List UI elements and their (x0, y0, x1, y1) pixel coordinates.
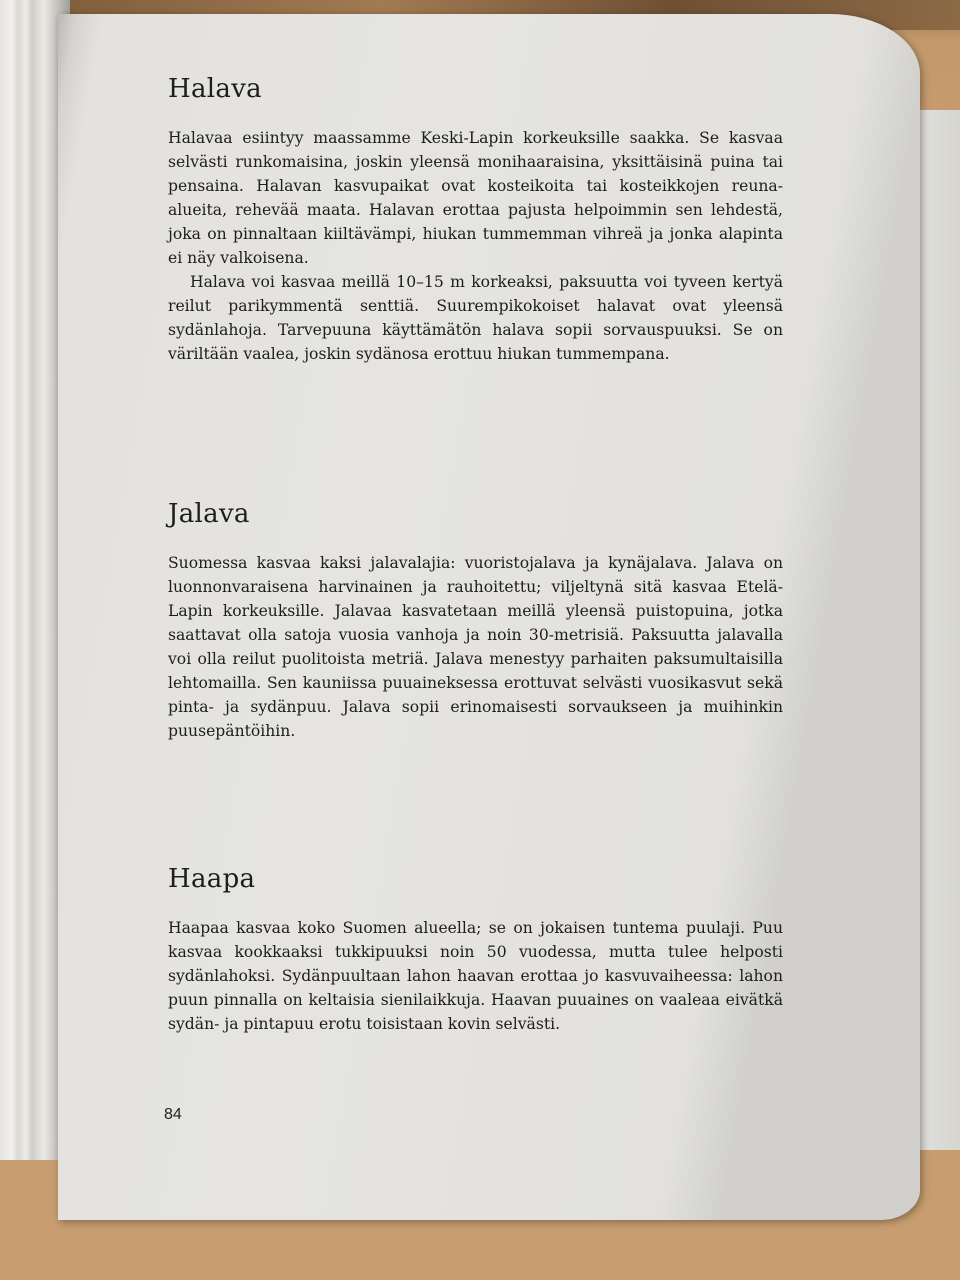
section-jalava (168, 499, 783, 743)
page-number: 84 (164, 1106, 182, 1123)
section-heading: Haapa (168, 864, 256, 894)
section-heading: Halava (168, 74, 262, 104)
section-heading: Jalava (168, 499, 250, 529)
section-paragraph: Haapaa kasvaa koko Suomen alueella; se on jokaisen tuntema puulaji. Puu kasvaa kookkaaksi tukkipuuksi noin 50 vuodessa, mutta tulee helposti sydänlahoksi. Sydänpuultaan lahon haavan erottaa jo kasvuvaiheessa: lahon puun pinnalla on keltaisia sienilaikkuja. Haavan puuaines on vaaleaa eivätkä sydän- ja pintapuu erotu toisistaan kovin selvästi. (168, 919, 783, 1033)
section-halava (168, 74, 783, 366)
section-paragraph: Halava voi kasvaa meillä 10–15 m korkeaksi, paksuutta voi tyveen kertyä reilut parikymmentä senttiä. Suurempikokoiset halavat ovat yleensä sydänlahoja. Tarvepuuna käyttämätön halava sopii sorvauspuuksi. Se on väriltään vaalea, joskin sydänosa erottuu hiukan tummempana. (168, 273, 783, 363)
book-page (58, 14, 920, 1220)
section-paragraph: Suomessa kasvaa kaksi jalavalajia: vuoristojalava ja kynäjalava. Jalava on luonnonvaraisena harvinainen ja rauhoitettu; viljeltynä sitä kasvaa Etelä-Lapin korkeuksille. Jalavaa kasvatetaan meillä yleensä puistopuina, jotka saattavat olla satoja vuosia vanhoja ja noin 30-metrisiä. Paksuutta jalavalla voi olla reilut puolitoista metriä. Jalava menestyy parhaiten paksumultaisilla lehtomailla. Sen kauniissa puuaineksessa erottuvat selvästi vuosikasvut sekä pinta- ja sydänpuu. Jalava sopii erinomaisesti sorvaukseen ja muihinkin puusepäntöihin. (168, 554, 783, 740)
section-paragraph: Halavaa esiintyy maassamme Keski-Lapin korkeuksille saakka. Se kasvaa selvästi runkomaisina, joskin yleensä monihaaraisina, yksittäisinä puina tai pensaina. Halavan kasvupaikat ovat kosteikoita tai kosteikkojen reuna-alueita, rehevää maata. Halavan erottaa pajusta helpoimmin sen lehdestä, joka on pinnaltaan kiiltävämpi, hiukan tummemman vihreä ja jonka alapinta ei näy valkoisena. (168, 129, 783, 267)
section-haapa (168, 864, 783, 1036)
